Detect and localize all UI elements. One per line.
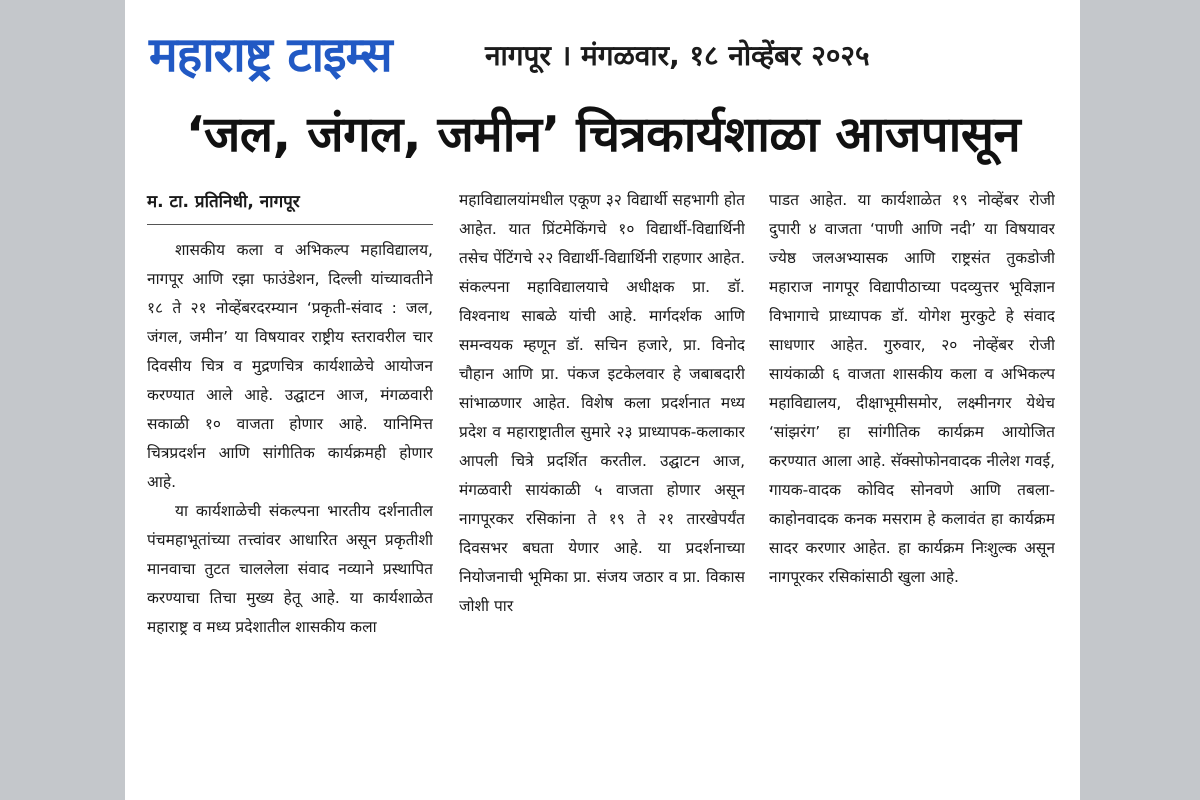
article-column-2 xyxy=(459,186,745,776)
paragraph: शासकीय कला व अभिकल्प महाविद्यालय, नागपूर आणि रझा फाउंडेशन, दिल्ली यांच्यावतीने १८ ते २१ नोव्हेंबरदरम्यान ‘प्रकृती-संवाद : जल, जंगल, जमीन’ या विषयावर राष्ट्रीय स्तरावरील चार दिवसीय चित्र व मुद्रणचित्र कार्यशाळेचे आयोजन करण्यात आले आहे. उद्घाटन आज, मंगळवारी सकाळी १० वाजता होणार आहे. यानिमित्त चित्रप्रदर्शन आणि सांगीतिक कार्यक्रमही होणार आहे. xyxy=(147,241,433,491)
newspaper-clipping xyxy=(125,0,1080,800)
article-column-1 xyxy=(147,236,433,776)
article-byline: म. टा. प्रतिनिधी, नागपूर xyxy=(147,192,300,212)
article-column-3 xyxy=(769,186,1055,776)
paragraph: पाडत आहेत. या कार्यशाळेत १९ नोव्हेंबर रोजी दुपारी ४ वाजता ‘पाणी आणि नदी’ या विषयावर ज्येष्ठ जलअभ्यासक आणि राष्ट्रसंत तुकडोजी महाराज नागपूर विद्यापीठाच्या पदव्युत्तर भूविज्ञान विभागाचे प्राध्यापक डॉ. योगेश मुरकुटे हे संवाद साधणार आहेत. गुरुवार, २० नोव्हेंबर रोजी सायंकाळी ६ वाजता शासकीय कला व अभिकल्प महाविद्यालय, दीक्षाभूमीसमोर, लक्ष्मीनगर येथेच ‘सांझरंग’ हा सांगीतिक कार्यक्रम आयोजित करण्यात आला आहे. सॅक्सोफोनवादक नीलेश गवई, गायक-वादक कोविद सोनवणे आणि तबला-काहोनवादक कनक मसराम हे कलावंत हा कार्यक्रम सादर करणार आहेत. हा कार्यक्रम निःशुल्क असून नागपूरकर रसिकांसाठी खुला आहे. xyxy=(769,191,1055,586)
dateline: नागपूर । मंगळवार, १८ नोव्हेंबर २०२५ xyxy=(485,39,870,72)
paragraph: महाविद्यालयांमधील एकूण ३२ विद्यार्थी सहभागी होत आहेत. यात प्रिंटमेकिंगचे १० विद्यार्थी-विद्यार्थिनी तसेच पेंटिंगचे २२ विद्यार्थी-विद्यार्थिनी राहणार आहेत. संकल्पना महाविद्यालयाचे अधीक्षक प्रा. डॉ. विश्वनाथ साबळे यांची आहे. मार्गदर्शक आणि समन्वयक म्हणून डॉ. सचिन हजारे, प्रा. विनोद चौहान आणि प्रा. पंकज इटकेलवार हे जबाबदारी सांभाळणार आहेत. विशेष कला प्रदर्शनात मध्य प्रदेश व महाराष्ट्रातील सुमारे २३ प्राध्यापक-कलाकार आपली चित्रे प्रदर्शित करतील. उद्घाटन आज, मंगळवारी सायंकाळी ५ वाजता होणार असून नागपूरकर रसिकांना ते १९ ते २१ तारखेपर्यंत दिवसभर बघता येणार आहे. या प्रदर्शनाच्या नियोजनाची भूमिका प्रा. संजय जठार व प्रा. विकास जोशी पार xyxy=(459,191,745,615)
paragraph: या कार्यशाळेची संकल्पना भारतीय दर्शनातील पंचमहाभूतांच्या तत्त्वांवर आधारित असून प्रकृतीशी मानवाचा तुटत चाललेला संवाद नव्याने प्रस्थापित करण्याचा तिचा मुख्य हेतू आहे. या कार्यशाळेत महाराष्ट्र व मध्य प्रदेशातील शासकीय कला xyxy=(147,502,433,636)
newspaper-logo: महाराष्ट्र टाइम्स xyxy=(149,27,392,83)
masthead xyxy=(149,22,1059,88)
byline-divider xyxy=(147,224,433,225)
article-headline: ‘जल, जंगल, जमीन’ चित्रकार्यशाळा आजपासून xyxy=(185,106,1021,163)
